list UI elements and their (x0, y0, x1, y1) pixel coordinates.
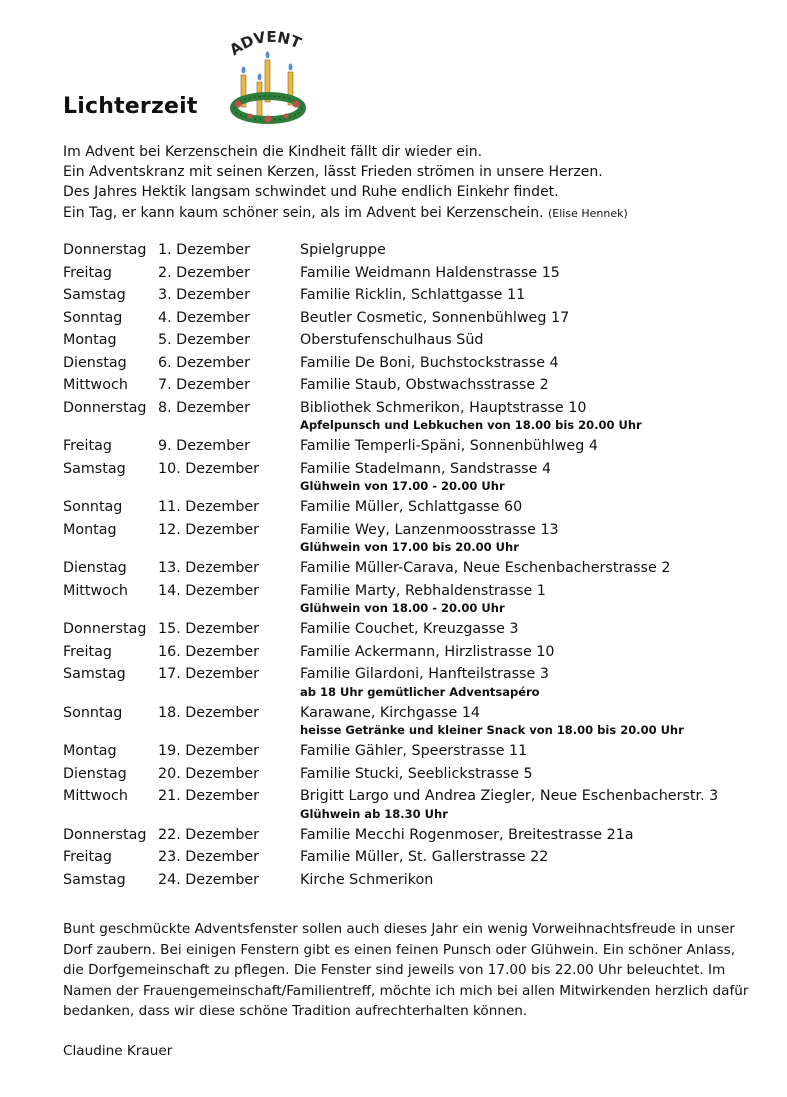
schedule-day: Sonntag (63, 704, 123, 721)
schedule-row (63, 284, 763, 307)
schedule-location: Familie Stucki, Seeblickstrasse 5 (300, 765, 533, 782)
schedule-row (63, 307, 763, 330)
schedule-day: Dienstag (63, 765, 127, 782)
schedule-location: Familie Marty, Rebhaldenstrasse 1 (300, 582, 546, 599)
schedule-row (63, 641, 763, 664)
schedule-row (63, 496, 763, 519)
schedule-note: Apfelpunsch und Lebkuchen von 18.00 bis 20.00 Uhr (300, 418, 642, 432)
schedule-date: 11. Dezember (158, 499, 260, 515)
schedule-date: 5. Dezember (158, 332, 250, 348)
schedule-location: Familie De Boni, Buchstockstrasse 4 (300, 354, 559, 371)
schedule-day: Montag (63, 521, 117, 538)
schedule-date: 7. Dezember (158, 377, 250, 393)
schedule-day: Montag (63, 332, 117, 348)
schedule-row (63, 869, 763, 892)
poem-author: (Elise Hennek) (548, 206, 628, 220)
schedule-row (63, 239, 763, 262)
poem-line: Ein Tag, er kann kaum schöner sein, als im Advent bei Kerzenschein. (Elise Hennek) (63, 204, 628, 221)
schedule-day: Sonntag (63, 499, 123, 515)
closing-paragraph: Bunt geschmückte Adventsfenster sollen auch dieses Jahr ein wenig Vorweihnachtsfreude in unser Dorf zaubern. Bei einigen Fenstern gibt es einen feinen Punsch oder Glühwein. Ein schöner Anlass, die Dorfgemeinschaft zu pflegen. Die Fenster sind jeweils von 17.00 bis 22.00 Uhr beleuchtet. Im Namen der Frauengemeinschaft/Familientreff, möchte ich mich bei allen Mitwirkenden herzlich dafür bedanken, dass wir diese schöne Tradition aufrechterhalten können. (63, 921, 749, 1019)
schedule-location: Beutler Cosmetic, Sonnenbühlweg 17 (300, 309, 570, 326)
schedule-location: Familie Wey, Lanzenmoosstrasse 13 (300, 521, 559, 538)
schedule-day: Freitag (63, 849, 112, 865)
schedule-row (63, 763, 763, 786)
schedule-date: 18. Dezember (158, 704, 260, 721)
schedule-note: Glühwein von 18.00 - 20.00 Uhr (300, 601, 505, 615)
schedule-row (63, 352, 763, 375)
schedule-row (63, 374, 763, 397)
schedule-note: Glühwein ab 18.30 Uhr (300, 806, 448, 821)
schedule-note: Glühwein von 17.00 bis 20.00 Uhr (300, 540, 519, 554)
schedule-day: Dienstag (63, 560, 127, 576)
schedule-note: Glühwein von 17.00 - 20.00 Uhr (300, 479, 505, 493)
schedule-location: Oberstufenschulhaus Süd (300, 332, 484, 348)
schedule-location: Spielgruppe (300, 242, 386, 258)
schedule-note: heisse Getränke und kleiner Snack von 18.00 bis 20.00 Uhr (300, 723, 684, 737)
schedule-day: Samstag (63, 287, 126, 303)
schedule-day: Dienstag (63, 354, 127, 371)
schedule-location: Familie Temperli-Späni, Sonnenbühlweg 4 (300, 438, 598, 454)
poem (63, 142, 628, 224)
schedule-day: Mittwoch (63, 377, 128, 393)
schedule-date: 1. Dezember (158, 242, 250, 258)
signature: Claudine Krauer (63, 1043, 173, 1059)
schedule-row (63, 824, 763, 847)
schedule-date: 20. Dezember (158, 765, 260, 782)
schedule-date: 19. Dezember (158, 743, 260, 759)
schedule-day: Freitag (63, 264, 112, 281)
schedule-location: Familie Müller, Schlattgasse 60 (300, 499, 523, 515)
schedule-row (63, 435, 763, 458)
schedule-row (63, 458, 763, 481)
schedule-location: Familie Müller, St. Gallerstrasse 22 (300, 849, 549, 865)
schedule-day: Samstag (63, 460, 126, 477)
schedule-day: Freitag (63, 438, 112, 454)
schedule-row (63, 846, 763, 869)
schedule-day: Donnerstag (63, 826, 147, 843)
schedule-date: 14. Dezember (158, 582, 260, 599)
schedule-date: 16. Dezember (158, 643, 260, 660)
schedule-row (63, 557, 763, 580)
schedule-location: Familie Gilardoni, Hanfteilstrasse 3 (300, 666, 549, 682)
schedule-location: Familie Müller-Carava, Neue Eschenbacherstrasse 2 (300, 560, 671, 576)
schedule-day: Mittwoch (63, 788, 128, 804)
schedule-date: 22. Dezember (158, 826, 260, 843)
advent-label: ADVENT (228, 30, 304, 60)
schedule-row (63, 663, 763, 686)
schedule-row (63, 329, 763, 352)
schedule-date: 17. Dezember (158, 666, 260, 682)
schedule-day: Montag (63, 743, 117, 759)
schedule-day: Freitag (63, 643, 112, 660)
page-title: Lichterzeit (63, 94, 198, 119)
schedule-date: 3. Dezember (158, 287, 250, 303)
schedule-row (63, 580, 763, 603)
schedule-row (63, 702, 763, 725)
schedule-day: Donnerstag (63, 399, 147, 416)
schedule-day: Mittwoch (63, 582, 128, 599)
schedule-date: 12. Dezember (158, 521, 260, 538)
schedule-row (63, 785, 763, 808)
schedule-date: 8. Dezember (158, 399, 250, 416)
schedule-date: 23. Dezember (158, 849, 260, 865)
schedule-location: Familie Weidmann Haldenstrasse 15 (300, 264, 560, 281)
schedule-day: Sonntag (63, 309, 123, 326)
schedule-row (63, 618, 763, 641)
schedule-location: Karawane, Kirchgasse 14 (300, 704, 481, 721)
schedule-row (63, 262, 763, 285)
schedule-note: ab 18 Uhr gemütlicher Adventsapéro (300, 684, 540, 699)
schedule-location: Familie Mecchi Rogenmoser, Breitestrasse 21a (300, 826, 634, 843)
schedule-location: Brigitt Largo und Andrea Ziegler, Neue Eschenbacherstr. 3 (300, 788, 719, 804)
schedule-row (63, 397, 763, 420)
schedule-day: Samstag (63, 871, 126, 888)
schedule-location: Kirche Schmerikon (300, 871, 434, 888)
schedule-date: 13. Dezember (158, 560, 260, 576)
schedule-day: Donnerstag (63, 621, 147, 637)
schedule-date: 6. Dezember (158, 354, 250, 371)
schedule-location: Familie Couchet, Kreuzgasse 3 (300, 621, 519, 637)
schedule-day: Donnerstag (63, 242, 147, 258)
poem-line: Im Advent bei Kerzenschein die Kindheit fällt dir wieder ein. (63, 144, 483, 160)
schedule-day: Samstag (63, 666, 126, 682)
advent-wreath-icon (228, 30, 308, 126)
poem-line: Ein Adventskranz mit seinen Kerzen, lässt Frieden strömen in unsere Herzen. (63, 164, 603, 181)
schedule-location: Bibliothek Schmerikon, Hauptstrasse 10 (300, 399, 587, 416)
poem-line: Des Jahres Hektik langsam schwindet und Ruhe endlich Einkehr findet. (63, 184, 559, 201)
schedule-date: 21. Dezember (158, 788, 260, 804)
schedule-location: Familie Ricklin, Schlattgasse 11 (300, 287, 526, 303)
schedule-row (63, 740, 763, 763)
schedule-date: 10. Dezember (158, 460, 260, 477)
advent-window-schedule (63, 239, 763, 891)
schedule-date: 15. Dezember (158, 621, 260, 637)
schedule-date: 2. Dezember (158, 264, 250, 281)
schedule-date: 4. Dezember (158, 309, 250, 326)
schedule-date: 9. Dezember (158, 438, 250, 454)
schedule-location: Familie Stadelmann, Sandstrasse 4 (300, 460, 552, 477)
schedule-row (63, 519, 763, 542)
schedule-location: Familie Ackermann, Hirzlistrasse 10 (300, 643, 555, 660)
schedule-location: Familie Gähler, Speerstrasse 11 (300, 743, 528, 759)
schedule-location: Familie Staub, Obstwachsstrasse 2 (300, 377, 549, 393)
schedule-date: 24. Dezember (158, 871, 260, 888)
